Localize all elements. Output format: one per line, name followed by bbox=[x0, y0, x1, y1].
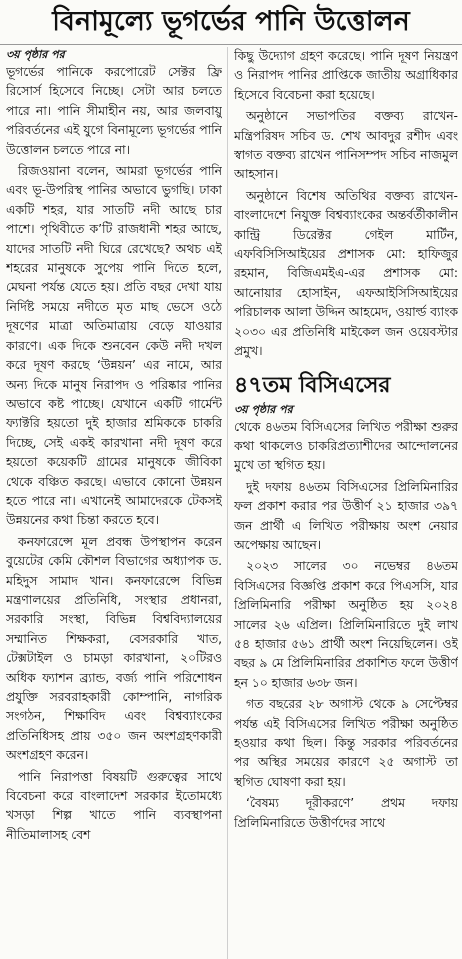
sub-headline: ৪৭তম বিসিএসের bbox=[234, 372, 391, 398]
article-paragraph: ভূগর্ভের পানিকে করপোরেট সেক্টর ফ্রি রিসোর্স হিসেবে নিচ্ছে। সেটা আর চলতে পারে না। পানি সীমাহীন নয়, আর জলবায়ু পরিবর্তনের এই যুগে বিনামূল্যে ভূগর্ভের পানি উত্তোলন চলতে পারে না। bbox=[6, 65, 222, 157]
continuation-kicker: ৩য় পৃষ্ঠার পর bbox=[234, 402, 293, 416]
article-paragraph: দুই দফায় ৪৬তম বিসিএসের প্রিলিমিনারির ফল প্রকাশ করার পর উত্তীর্ণ ২১ হাজার ৩৯৭ জন প্রার্থী এ লিখিত পরীক্ষায় অংশ নেয়ার অপেক্ষায় আছেন। bbox=[234, 479, 458, 552]
article-paragraph: থেকে ৪৬তম বিসিএসের লিখিত পরীক্ষা শুরুর কথা থাকলেও চাকরিপ্রত্যাশীদের আন্দোলনের মুখে তা স্থগিত হয়। bbox=[234, 419, 458, 473]
article-paragraph: অনুষ্ঠানে বিশেষ অতিথির বক্তব্য রাখেন- বাংলাদেশে নিযুক্ত বিশ্বব্যাংকের অন্তর্বর্তীকালীন কান্ট্রি ডিরেক্টর গেইল মার্টিন, এফবিসিসিআইয়ের প্রশাসক মো: হাফিজুর রহমান, বিজিএমইএ-এর প্রশাসক মো: আনোয়ার হোসাইন, এফআইসিসিআইয়ের পরিচালক আলা উদ্দিন আহমেদ, ওয়ার্ল্ড ব্যাংক ২০৩০ এর প্রতিনিধি মাইকেল জন ওয়েবস্টার প্রমুখ। bbox=[234, 188, 458, 359]
article-paragraph: গত বছরের ২৮ অগাস্ট থেকে ৯ সেপ্টেম্বর পর্যন্ত এই বিসিএসের লিখিত পরীক্ষা অনুষ্ঠিত হওয়ার কথা ছিল। কিন্তু সরকার পরিবর্তনের পর অস্থির সময়ের কারণে ২৫ অগাস্ট তা স্থগিত ঘোষণা করা হয়। bbox=[234, 697, 458, 789]
headline: বিনামূল্যে ভূগর্ভের পানি উত্তোলন bbox=[52, 6, 410, 37]
article-paragraph: কনফারেন্সে মূল প্রবন্ধ উপস্থাপন করেন বুয়েটের কেমি কৌশল বিভাগের অধ্যাপক ড. মহিদুস সামাদ খান। কনফারেন্সে বিভিন্ন মন্ত্রণালয়ের প্রতিনিধি, সংস্থার প্রধানরা, সরকারি সংস্থা, বিভিন্ন বিশ্ববিদ্যালয়ের সম্মানিত শিক্ষকরা, বেসরকারি খাত, টেক্সটাইল ও চামড়া কারখানা, ২০টিরও অধিক ফ্যাশন ব্র্যান্ড, বর্জ্য পানি পরিশোধন প্রযুক্তি সরবরাহকারী কোম্পানি, নাগরিক সংগঠন, শিক্ষাবিদ এবং বিশ্বব্যাংকের প্রতিনিধিসহ প্রায় ৩৫০ জন অংশগ্রহণকারী অংশগ্রহণ করেন। bbox=[6, 534, 222, 763]
column-divider bbox=[227, 47, 228, 959]
article-paragraph: ‘বৈষম্য দূরীকরণে’ প্রথম দফায় প্রিলিমিনারিতে উত্তীর্ণদের সাথে bbox=[234, 796, 458, 830]
continuation-kicker: ৩য় পৃষ্ঠার পর bbox=[6, 48, 65, 61]
article-paragraph: পানি নিরাপত্তা বিষয়টি গুরুত্বের সাথে বিবেচনা করে বাংলাদেশ সরকার ইতোমধ্যে খসড়া শিল্প খাতে পানি ব্যবস্থাপনা নীতিমালাসহ বেশ bbox=[6, 769, 222, 842]
article-paragraph: রিজওয়ানা বলেন, আমরা ভূগর্ভের পানি এবং ভূ-উপরিস্থ পানির অভাবে ভুগছি। ঢাকা একটি শহর, যার সাতটি নদী আছে চার পাশে। পৃথিবীতে ক’টি রাজধানী শহর আছে, যাদের সাতটি নদী ঘিরে রেখেছে? অথচ এই শহরের মানুষকে সুপেয় পানি দিতে হলে, মেঘনা পর্যন্ত যেতে হয়। প্রতি বছর দেখা যায় নির্দিষ্ট সময়ে নদীতে মৃত মাছ ভেসে ওঠে দূষণের মাত্রা অতিমাত্রায় বেড়ে যাওয়ার কারণে। এক দিকে শুনবেন কেউ নদী দখল করে দূষণ করছে ‘উন্নয়ন’ এর নামে, আর অন্য দিকে মানুষ নিরাপদ ও পরিষ্কার পানির অভাবে কষ্ট পাচ্ছে। যেখানে একটি গার্মেন্ট ফ্যাক্টরি হয়তো দুই হাজার শ্রমিককে চাকরি দিচ্ছে, সেই একই কারখানা নদী দূষণ করে হয়তো কয়েকটি গ্রামের মানুষকে জীবিকা থেকে বঞ্চিত করছে। এভাবে কোনো উন্নয়ন হতে পারে না। এখানেই আমাদেরকে টেকসই উন্নয়নের কথা চিন্তা করতে হবে। bbox=[6, 164, 222, 528]
left-column bbox=[6, 47, 222, 959]
right-column bbox=[234, 47, 458, 959]
headline-rule bbox=[0, 44, 462, 45]
article-paragraph: কিছু উদ্যোগ গ্রহণ করেছে। পানি দূষণ নিয়ন্ত্রণ ও নিরাপদ পানির প্রাপ্তিকে জাতীয় অগ্রাধিকার হিসেবে বিবেচনা করা হয়েছে। bbox=[234, 49, 458, 102]
article-paragraph: অনুষ্ঠানে সভাপতির বক্তব্য রাখেন- মন্ত্রিপরিষদ সচিব ড. শেখ আবদুর রশীদ এবং স্বাগত বক্তব্য রাখেন পানিসম্পদ সচিব নাজমুল আহসান। bbox=[234, 109, 458, 182]
article-paragraph: ২০২৩ সালের ৩০ নভেম্বর ৪৬তম বিসিএসের বিজ্ঞপ্তি প্রকাশ করে পিএসসি, যার প্রিলিমিনারি পরীক্ষা অনুষ্ঠিত হয় ২০২৪ সালের ২৬ এপ্রিল। প্রিলিমিনারিতে দুই লাখ ৫৪ হাজার ৫৬১ প্রার্থী অংশ নিয়েছিলেন। ওই বছর ৯ মে প্রিলিমিনারির প্রকাশিত ফলে উত্তীর্ণ হন ১০ হাজার ৬৩৮ জন। bbox=[234, 559, 458, 690]
